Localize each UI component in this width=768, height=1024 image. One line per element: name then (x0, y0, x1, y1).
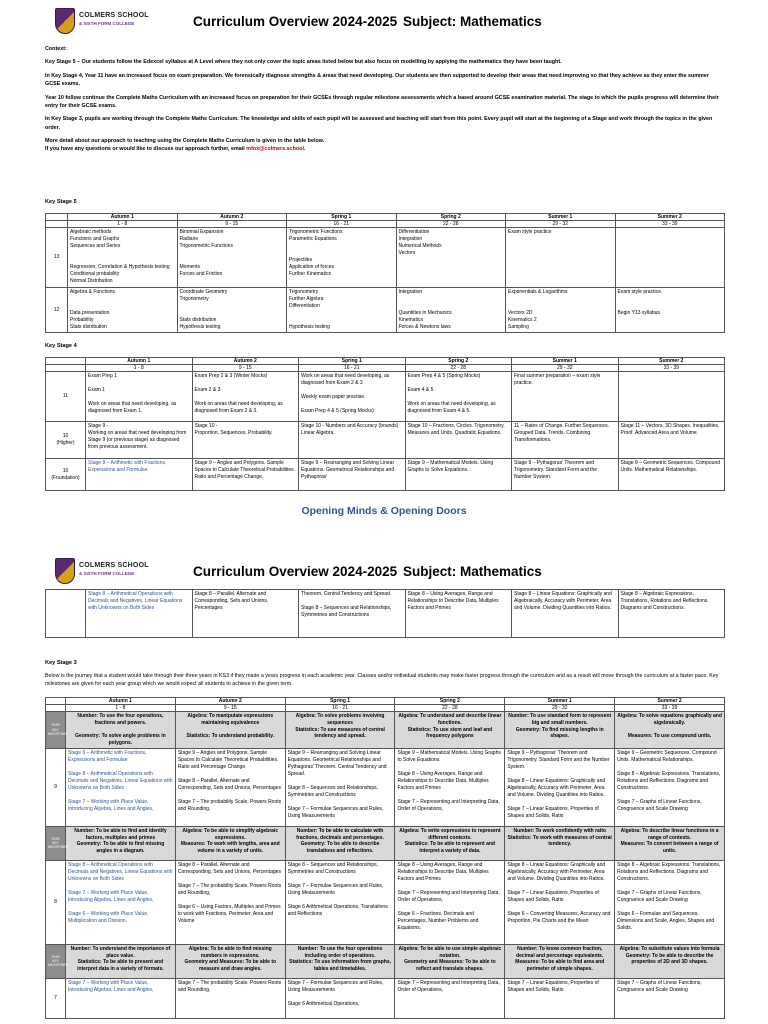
topic-cell: Algebraic methods Functions and Graphs Sequences and Series Regression, Correlation & Hypothesis testing Conditional probability Normal Distribution (68, 228, 178, 288)
contact-end: . (303, 146, 306, 153)
table-row (46, 228, 725, 288)
week-range: 1 - 8 (86, 365, 193, 372)
milestone-cell: Number: To be able to calculate with fractions, decimals and percentages. Geometry: To be able to describe translations and reflections. (285, 826, 395, 860)
context-ks3: In Key Stage 3, pupils are working through the Complete Maths Curriculum. The knowledge and skills of each pupil will be assessed and teaching will start from this point. Every pupil will start at the beginning of a Stage and work through the topics in the given order. (45, 116, 713, 131)
corner-cell (46, 705, 66, 712)
milestone-cell: Algebra: To write expressions to represent different contexts. Statistics: To be able to represent and interpret a variety of data. (395, 826, 505, 860)
contact-text: If you have any questions or would like to discuss our approach further, email (45, 146, 247, 153)
topic-cell (618, 372, 725, 422)
topic-cell: Stage 10 - Proportion, Sequences, Probability. (192, 422, 299, 459)
term-header: Spring 1 (285, 698, 395, 705)
week-range: 16 - 21 (287, 221, 397, 228)
topic-cell: Exam style practice (506, 228, 616, 288)
topic-cell: Stage 7 – Formulae Sequences and Rules, Using Measurements Stage 6 Arithmetical Operations, (285, 978, 395, 1018)
topic-cell: Exam Prep 1 Exam 1 Work on areas that need developing, as diagnosed from Exam 1. (86, 372, 193, 422)
topic-cell: Differentiation Integration Numerical Methods Vectors (396, 228, 506, 288)
context-more-detail: More detail about our approach to teaching using the Complete Maths Curriculum is given in the table below. (45, 138, 325, 144)
week-range: 29 - 32 (505, 705, 615, 712)
milestone-cell: Algebra: To describe linear functions in a range of contexts. Measures: To convert between a range of units. (615, 826, 725, 860)
week-range: 22 - 28 (395, 705, 505, 712)
ks4-table (45, 357, 725, 491)
topic-cell: Stage 9 – Rearranging and Solving Linear Equations. Geometrical Relationships and Pythagoras' Theorem. Central Tendency and Spread. Stage 8 – Sequences and Relationships, Symmetries and Constructions Stage 7 – Formulae Sequences and Rules, Using Measurements (285, 748, 395, 826)
topic-cell: Theorem. Central Tendency and Spread. Stage 8 – Sequences and Relationships, Symmetries and Constructions (299, 590, 406, 638)
ks5-heading: Key Stage 5 (45, 199, 77, 205)
term-header: Autumn 1 (86, 358, 193, 365)
school-crest-logo (55, 558, 75, 584)
school-motto: Opening Minds & Opening Doors (301, 505, 467, 517)
week-range: 9 - 15 (175, 705, 285, 712)
milestone-label: YEAR KEY MILESTONES (46, 712, 66, 749)
term-header: Summer 2 (615, 698, 725, 705)
week-range: 16 - 21 (299, 365, 406, 372)
milestone-cell: Algebra: To solve equations graphically and algebraically. Measures: To use compound units. (615, 712, 725, 749)
topic-cell: Stage 9 – Geometric Sequences. Compound Units. Mathematical Relationships. (618, 459, 725, 491)
table-row (46, 748, 725, 826)
table-row (46, 288, 725, 333)
topic-cell: Stage 11 – Vectors. 3D Shapes. Inequalities. Proof. Advanced Area and Volume. (618, 422, 725, 459)
ks5-week-row (46, 221, 725, 228)
corner-cell (46, 214, 68, 221)
topic-cell: Stage 9 – Angles and Polygons. Sample Spaces to Calculate Theoretical Probabilities. Ratio and Percentage Change. Stage 8 – Parallel, Alternate and Corresponding, Sets and Unions, Percentages Stage 7 – The probability Scale, Powers Roots and Rounding, (175, 748, 285, 826)
milestone-row (46, 826, 725, 860)
topic-cell: Coordinate Geometry Trigonometry Stats distribution Hypothesis testing (177, 288, 287, 333)
page-subject: Subject: Mathematics (403, 564, 542, 579)
milestone-cell: Algebra: To be able to use simple algebraic notation. Geometry and Measures: To be able to reflect and translate shapes. (395, 944, 505, 978)
topic-cell: 11 – Rates of Change. Further Sequences. Grouped Data. Trends. Combining Transformations. (512, 422, 619, 459)
page-header (0, 550, 768, 594)
topic-cell: Integration Quantities in Mechanics Kinematics Forces & Newtons laws (396, 288, 506, 333)
topic-cell: Stage 7 – Linear Equations, Properties of Shapes and Solids, Ratio (505, 978, 615, 1018)
topic-cell: Stage 7 – Graphs of Linear Functions, Congruence and Scale Drawing (615, 978, 725, 1018)
term-header: Spring 1 (299, 358, 406, 365)
corner-cell (46, 365, 86, 372)
school-name: COLMERS SCHOOL (79, 12, 149, 19)
table-row (46, 459, 725, 491)
week-range: 22 - 28 (396, 221, 506, 228)
term-header: Autumn 2 (177, 214, 287, 221)
term-header: Spring 2 (395, 698, 505, 705)
topic-cell: Algebra & Functions Data presentation Probability Stats distribution (68, 288, 178, 333)
topic-cell: Stage 7 – Working with Place Value, Introducing Algebra, Lines and Angles, (66, 978, 176, 1018)
context-ks4-y11: In Key Stage 4, Year 11 have an increased focus on exam preparation. We forensically diagnose strengths & areas that need developing. Our students are then supported to develop their areas that need improving so that they achieve as they enter the summer GCSE exams. (45, 72, 709, 88)
topic-cell: Stage 7 – The probability Scale, Powers Roots and Rounding, (175, 978, 285, 1018)
context-section (45, 45, 725, 159)
term-header: Spring 2 (396, 214, 506, 221)
topic-cell: Stage 10 – Fractions, Circles. Trigonometry, Measures and Units. Quadratic Equations. (405, 422, 512, 459)
college-name: & SIXTH FORM COLLEGE (79, 571, 135, 576)
topic-cell: Trigonometry Further Algebra Differentiation Hypothesis testing (287, 288, 397, 333)
year-cell: 8 (46, 860, 66, 944)
ks3-week-row (46, 705, 725, 712)
topic-cell: Final summer preparation – exam style practice. (512, 372, 619, 422)
ks4-carryover-table (45, 589, 725, 638)
milestone-cell: Algebra: To be able to find missing numbers in expressions. Geometry and Measures: To be able to measure and draw angles. (175, 944, 285, 978)
context-ks5: Key Stage 5 – Our students follow the Edexcel syllabus at A Level where they not only cover the topic areas listed below but also focus on modelling by applying the mathematics they have been taught. (45, 59, 562, 66)
corner-cell (46, 221, 68, 228)
milestone-cell: Algebra: To understand and describe linear functions. Statistics: To use stem and leaf and frequency polygons (395, 712, 505, 749)
topic-cell: Stage 9 – Arithmetic with Fractions, Expressions and Formulae (86, 459, 193, 491)
milestone-cell: Number: To know common fraction, decimal and percentage equivalents. Measures: To be able to find area and perimeter of simple shapes. (505, 944, 615, 978)
topic-cell: Stage 8 – Arithmetical Operations with Decimals and Negatives, Linear Equations with Unknowns on Both Sides Stage 7 – Working with Place Value, Introducing Algebra, Lines and Angles, Stage 6 – Working with Place Value, Multiplication and Division, (66, 860, 176, 944)
topic-cell: Stage 8 – Algebraic Expressions. Translations, Rotations and Reflections. Diagrams and Constructions. (618, 590, 725, 638)
milestone-row (46, 712, 725, 749)
year-cell: 11 (46, 372, 86, 422)
term-header: Spring 1 (287, 214, 397, 221)
topic-cell: Stage 9 – Rearranging and Solving Linear Equations. Geometrical Relationships and Pythagoras' (299, 459, 406, 491)
topic-cell: Stage 8 – Linear Equations: Graphically and Algebraically, Accuracy with Perimeter, Area and Volume. Dividing Quantities into Ratios. (512, 590, 619, 638)
topic-cell: Stage 8 – Using Averages, Range and Relationships to Describe Data, Multiples Factors and Primes (405, 590, 512, 638)
week-range: 29 - 32 (506, 221, 616, 228)
topic-cell: Exam Prep 4 & 5 (Spring Mocks) Exam 4 & 5 Work on areas that need developing, as diagnosed from Exam 4 & 5. (405, 372, 512, 422)
term-header: Autumn 2 (175, 698, 285, 705)
page-header (0, 0, 768, 44)
week-range: 33 - 39 (615, 705, 725, 712)
topic-cell: Stage 8 – Arithmetical Operations with Decimals and Negatives, Linear Equations with Unknowns on Both Sides (86, 590, 193, 638)
term-header: Summer 1 (506, 214, 616, 221)
ks3-table (45, 697, 725, 1019)
topic-cell: Stage 9 – Arithmetic with Fractions, Expressions and Formulae Stage 8 – Arithmetical Operations with Decimals and Negatives, Linear Equations with Unknowns on Both Sides Stage 7 – Working with Place Value, Introducing Algebra, Lines and Angles, (66, 748, 176, 826)
week-range: 22 - 28 (405, 365, 512, 372)
topic-cell: Work on areas that need developing, as diagnosed from Exam 2 & 3 Weekly exam paper practise. Exam Prep 4 & 5 (Spring Mocks) (299, 372, 406, 422)
topic-cell: Stage 8 – Sequences and Relationships, Symmetries and Constructions Stage 7 – Formulae Sequences and Rules, Using Measurements Stage 6 Arithmetical Operations, Translations and Reflections (285, 860, 395, 944)
topic-cell: Exponentials & Logarithms Vectors 2D Kinematics 2 Sampling (506, 288, 616, 333)
milestone-label: YEAR KEY MILESTONES (46, 944, 66, 978)
ks5-table (45, 213, 725, 333)
year-cell: 10 (Foundation) (46, 459, 86, 491)
topic-cell: Stage 9 – Pythagoras' Theorem and Trigonometry. Standard Form and the Number System. (512, 459, 619, 491)
term-header: Summer 2 (618, 358, 725, 365)
milestone-label: YEAR KEY MILESTONES (46, 826, 66, 860)
topic-cell: Stage 8 – Using Averages, Range and Relationships to Describe Data, Multiples Factors and Primes Stage 7 – Representing and Interpreting Data, Order of Operations, Stage 6 – Fractions, Decimals and Percentages, Number Problems and Equations. (395, 860, 505, 944)
year-cell: 13 (46, 228, 68, 288)
table-row (46, 860, 725, 944)
milestone-cell: Number: To understand the importance of place value. Statistics: To be able to present and interpret data in a variety of formats. (66, 944, 176, 978)
milestone-cell: Algebra: To manipulate expressions maintaining equivalence Statistics: To understand probability. (175, 712, 285, 749)
term-header: Summer 2 (615, 214, 725, 221)
topic-cell: Stage 9 – Angles and Polygons. Sample Spaces to Calculate Theoretical Probabilities. Ratio and Percentage Change. (192, 459, 299, 491)
milestone-cell: Number: To use the four operations, fractions and powers. Geometry: To solve angle problems in polygons. (66, 712, 176, 749)
year-cell: 10 (Higher) (46, 422, 86, 459)
week-range: 1 - 8 (66, 705, 176, 712)
milestone-cell: Number: To use the four operations including order of operations. Statistics: To use information from graphs, tables and timetables. (285, 944, 395, 978)
corner-cell (46, 358, 86, 365)
topic-cell: Stage 9 – Mathematical Models. Using Graphs to Solve Equations. Stage 8 – Using Averages, Range and Relationships to Describe Data, Multiples Factors and Primes Stage 7 – Representing and Interpreting Data, Order of Operations, (395, 748, 505, 826)
week-range: 16 - 21 (285, 705, 395, 712)
year-cell: 12 (46, 288, 68, 333)
college-name: & SIXTH FORM COLLEGE (79, 21, 135, 26)
term-header: Spring 2 (405, 358, 512, 365)
table-row (46, 590, 725, 638)
term-header: Summer 1 (505, 698, 615, 705)
milestone-cell: Number: To work confidently with ratio Statistics: To work with measures of central tendency. (505, 826, 615, 860)
term-header: Autumn 1 (68, 214, 178, 221)
contact-email-link[interactable]: mfox@colmers.school (246, 146, 304, 153)
ks3-intro: Below is the journey that a student would take through their three years in KS3 if they made a years progress in each academic year. Classes and/or individual students may make faster progress through the curriculum and as a result will move through the curriculum at a faster pace. Key milestones are given for each year group which we would expect all students to achieve in the given term. (45, 673, 719, 688)
term-header: Autumn 1 (66, 698, 176, 705)
table-row (46, 422, 725, 459)
topic-cell: Exam Prep 2 & 3 (Winter Mocks) Exam 2 & 3 Work on areas that need developing, as diagnosed from Exam 2 & 3. (192, 372, 299, 422)
page-subject: Subject: Mathematics (403, 14, 542, 29)
topic-cell: Stage 8 – Algebraic Expressions. Translations, Rotations and Reflections. Diagrams and Constructions. Stage 7 – Graphs of Linear Functions, Congruence and Scale Drawing Stage 6 – Formulae and Sequences, Dimensions and Scale, Angles, Shapes and Solids. (615, 860, 725, 944)
topic-cell: Stage 9 - Working on areas that need developing from Stage 9 (or previous stage) as diagnosed from previous assessment. (86, 422, 193, 459)
table-row (46, 978, 725, 1018)
week-range: 9 - 15 (192, 365, 299, 372)
milestone-cell: Number: To use standard form to represent big and small numbers. Geometry: To find missing lengths in shapes. (505, 712, 615, 749)
week-range: 9 - 15 (177, 221, 287, 228)
ks5-term-row (46, 214, 725, 221)
week-range: 29 - 32 (512, 365, 619, 372)
week-range: 33 - 39 (618, 365, 725, 372)
topic-cell (615, 228, 725, 288)
week-range: 33 - 39 (615, 221, 725, 228)
school-crest-logo (55, 8, 75, 34)
year-cell (46, 590, 86, 638)
topic-cell: Stage 8 – Linear Equations: Graphically and Algebraically, Accuracy with Perimeter, Area and Volume. Dividing Quantities into Ratios. Stage 7 – Linear Equations, Properties of Shapes and Solids, Ratio Stage 6 – Converting Measures, Accuracy and Proportion, Pie Charts and the Mean (505, 860, 615, 944)
topic-cell: Exam style practice. Begin Y13 syllabus. (615, 288, 725, 333)
ks3-term-row (46, 698, 725, 705)
ks4-week-row (46, 365, 725, 372)
topic-cell: Stage 9 – Geometric Sequences. Compound Units. Mathematical Relationships. Stage 8 – Algebraic Expressions. Translations, Rotations and Reflections. Diagrams and Constructions. Stage 7 – Graphs of Linear Functions, Congruence and Scale Drawing (615, 748, 725, 826)
topic-cell: Binomial Expansion Radians Trigonometric Functions Moments Forces and Friction (177, 228, 287, 288)
milestone-cell: Algebra: To solve problems involving sequences Statistics: To use measures of central tendency and spread. (285, 712, 395, 749)
milestone-cell: Number: To be able to find and identify factors, multiples and primes Geometry: To be able to find missing angles in a diagram. (66, 826, 176, 860)
school-name: COLMERS SCHOOL (79, 562, 149, 569)
topic-cell: Trigonometric Functions Parametric Equations Projectiles Application of forces Further Kinematics (287, 228, 397, 288)
context-y10: Year 10 follow continue the Complete Maths Curriculum with an increased focus on preparation for their GCSEs through regular milestone assessments which a based around GCSE examination material. The stage to which the pupils progress will determine their entry for their GCSE exams. (45, 94, 719, 109)
milestone-cell: Algebra: To be able to simplify algebraic expressions. Measures: To work with lengths, area and volume in a variety of units. (175, 826, 285, 860)
page-title: Curriculum Overview 2024-2025 (193, 14, 398, 29)
ks4-term-row (46, 358, 725, 365)
topic-cell: Stage 9 – Mathematical Models. Using Graphs to Solve Equations. (405, 459, 512, 491)
term-header: Summer 1 (512, 358, 619, 365)
milestone-row (46, 944, 725, 978)
year-cell: 7 (46, 978, 66, 1018)
table-row (46, 372, 725, 422)
week-range: 1 - 8 (68, 221, 178, 228)
corner-cell (46, 698, 66, 705)
term-header: Autumn 2 (192, 358, 299, 365)
topic-cell: Stage 10 - Numbers and Accuracy (bounds) Linear Algebra. (299, 422, 406, 459)
year-cell: 9 (46, 748, 66, 826)
context-label: Context: (45, 46, 67, 52)
page-title: Curriculum Overview 2024-2025 (193, 564, 398, 579)
topic-cell: Stage 9 – Pythagoras' Theorem and Trigonometry. Standard Form and the Number System. Stage 8 – Linear Equations: Graphically and Algebraically, Accuracy with Perimeter, Area and Volume. Dividing Quantities into Ratios. Stage 7 – Linear Equations, Properties of Shapes and Solids, Ratio (505, 748, 615, 826)
context-contact (45, 145, 725, 153)
topic-cell: Stage 8 – Parallel, Alternate and Corresponding, Sets and Unions, Percentages (192, 590, 299, 638)
topic-cell: Stage 8 – Parallel, Alternate and Corresponding, Sets and Unions, Percentages Stage 7 – The probability Scale, Powers Roots and Rounding, Stage 6 – Using Factors, Multiples and Primes to work with Fractions, Perimeter, Area and Volume (175, 860, 285, 944)
ks3-heading: Key Stage 3 (45, 660, 77, 666)
topic-cell: Stage 7 – Representing and Interpreting Data, Order of Operations, (395, 978, 505, 1018)
ks4-heading: Key Stage 4 (45, 343, 77, 349)
milestone-cell: Algebra: To substitute values into formula Geometry: To be able to describe the properties of 2D and 3D shapes. (615, 944, 725, 978)
